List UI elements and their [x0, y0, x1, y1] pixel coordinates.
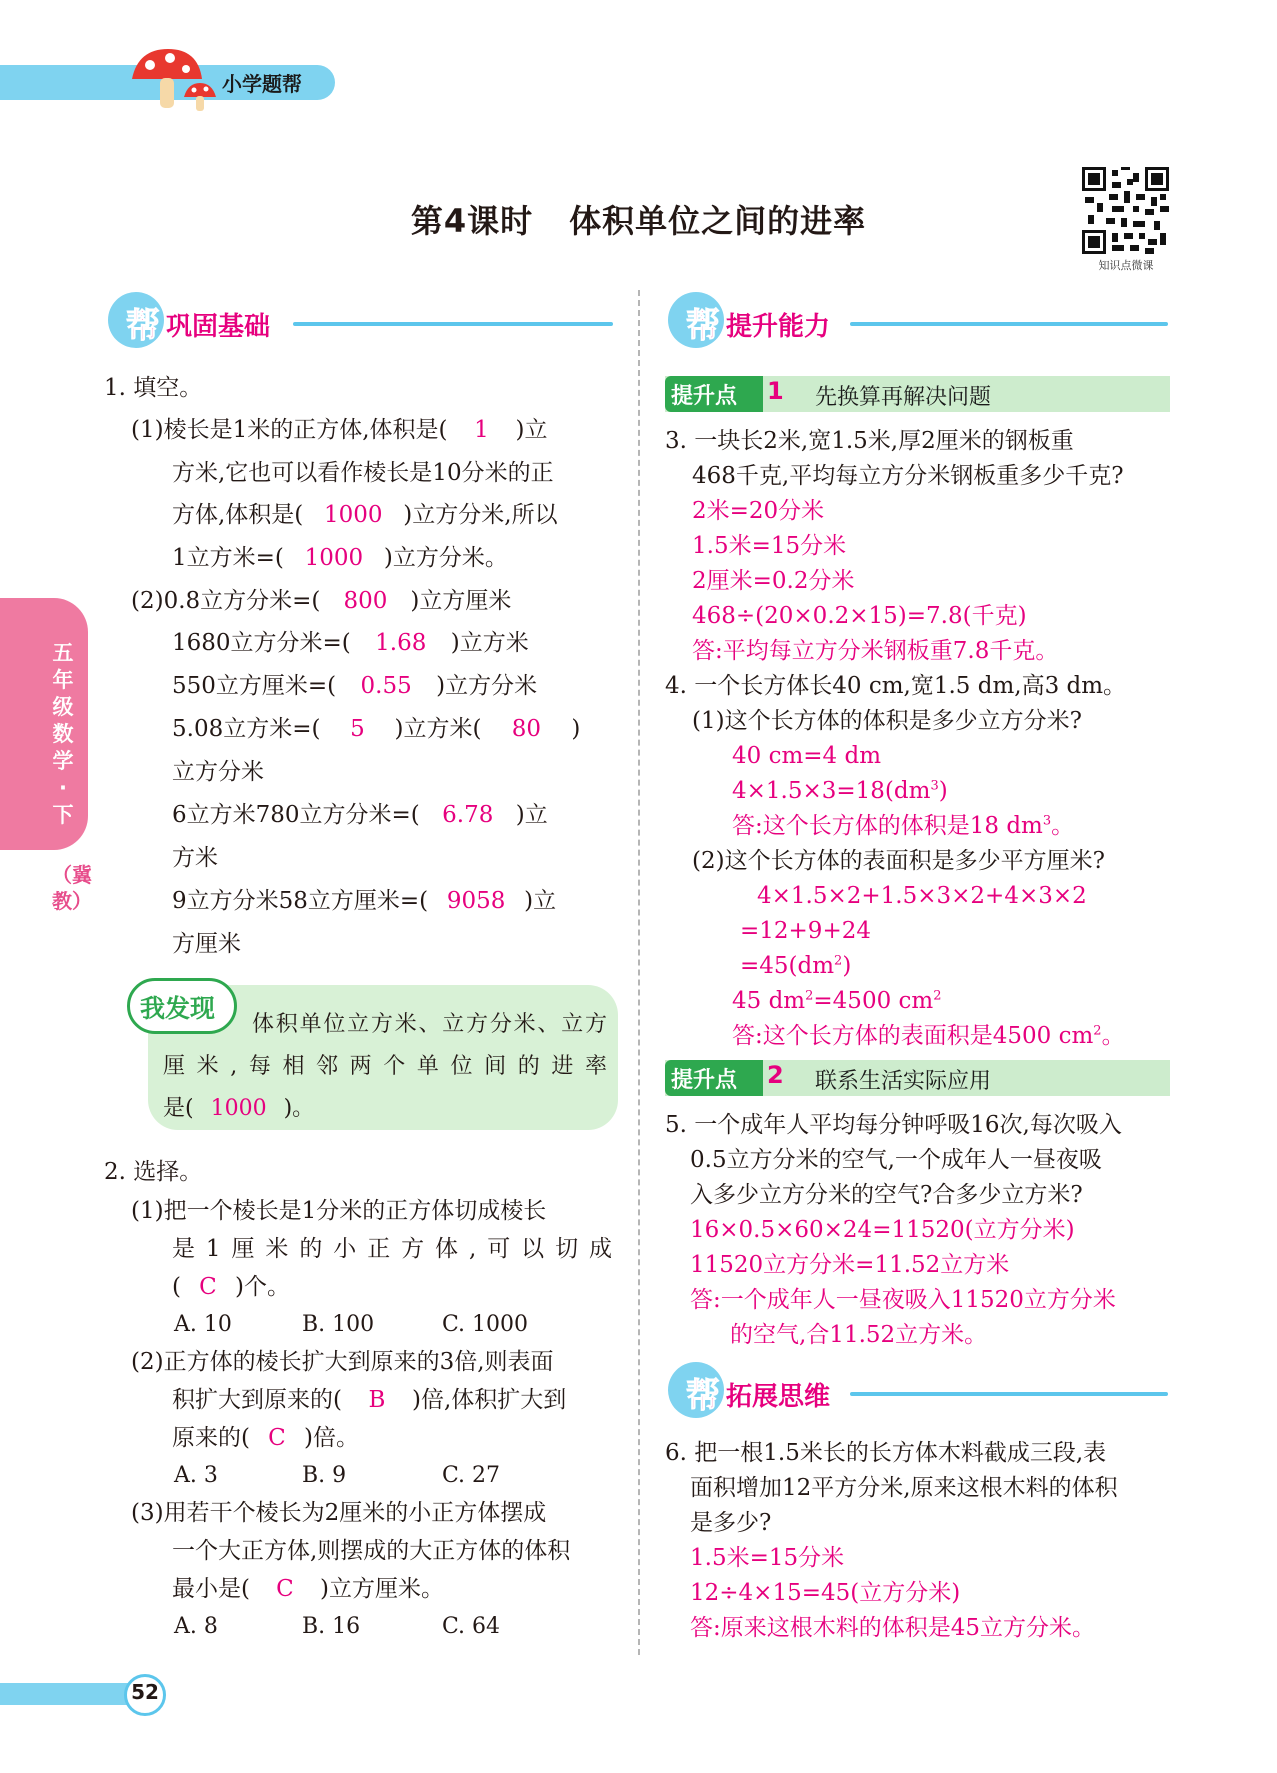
q5-line: 入多少立方分米的空气?合多少立方米?	[690, 1182, 1083, 1208]
qr-code-icon[interactable]	[1082, 167, 1169, 254]
q1-line: 方体,体积是( 1000 )立方分米,所以	[172, 502, 558, 528]
q3-answer: 1.5米=15分米	[692, 533, 847, 559]
section-label: 提升能力	[726, 312, 831, 342]
page-bar	[0, 1683, 130, 1705]
q1-head: 1. 填空。	[104, 375, 203, 401]
column-divider	[638, 290, 640, 1655]
q2-line: (3)用若干个棱长为2厘米的小正方体摆成	[131, 1500, 547, 1526]
q5-answer: 的空气,合11.52立方米。	[730, 1322, 988, 1348]
q2-line: 是1厘米的小正方体,可以切成	[172, 1236, 612, 1262]
grade-label: 五年级数学·下	[52, 641, 74, 827]
q2-line: 积扩大到原来的( B )倍,体积扩大到	[172, 1387, 567, 1413]
q4-line: (2)这个长方体的表面积是多少平方厘米?	[692, 848, 1105, 874]
q1-line: 方米	[172, 845, 218, 871]
q1-line: (2)0.8立方分米=( 800 )立方厘米	[131, 588, 512, 614]
q4-answer: 4×1.5×2+1.5×3×2+4×3×2	[757, 883, 1087, 909]
q4-line: (1)这个长方体的体积是多少立方分米?	[692, 708, 1082, 734]
q3-answer: 答:平均每立方分米钢板重7.8千克。	[692, 638, 1059, 664]
q4-answer: =12+9+24	[740, 918, 871, 944]
q5-line: 0.5立方分米的空气,一个成年人一昼夜吸	[690, 1147, 1102, 1173]
q6-answer: 1.5米=15分米	[690, 1545, 845, 1571]
q4-answer: 40 cm=4 dm	[732, 743, 882, 769]
q1-line: 5.08立方米=( 5 )立方米( 80 )	[172, 716, 581, 742]
q2-options: A. 8 B. 16 C. 64	[174, 1614, 501, 1639]
discover-line: 是( 1000 )。	[163, 1096, 315, 1121]
q6-answer: 答:原来这根木料的体积是45立方分米。	[690, 1615, 1096, 1641]
q2-line: (2)正方体的棱长扩大到原来的3倍,则表面	[131, 1349, 554, 1375]
q2-options: A. 10 B. 100 C. 1000	[174, 1312, 529, 1337]
section-bang: 帮	[686, 1376, 720, 1416]
section-label: 拓展思维	[726, 1382, 831, 1412]
q6-line: 面积增加12平方分米,原来这根木料的体积	[690, 1475, 1118, 1501]
point-number: 2	[767, 1061, 784, 1089]
q2-line: 最小是( C )立方厘米。	[172, 1576, 444, 1602]
q5-answer: 11520立方分米=11.52立方米	[690, 1252, 1010, 1278]
q5-line: 5. 一个成年人平均每分钟呼吸16次,每次吸入	[665, 1112, 1122, 1138]
q2-options: A. 3 B. 9 C. 27	[174, 1463, 501, 1488]
q6-line: 6. 把一根1.5米长的长方体木料截成三段,表	[665, 1440, 1107, 1466]
q1-line: 方米,它也可以看作棱长是10分米的正	[172, 460, 554, 486]
qr-caption: 知识点微课	[1098, 259, 1154, 272]
section-line	[850, 1392, 1168, 1396]
q6-line: 是多少?	[690, 1510, 772, 1536]
section-expand-header	[668, 1362, 1168, 1422]
section-improve-header	[668, 292, 1168, 352]
q6-answer: 12÷4×15=45(立方分米)	[690, 1580, 961, 1606]
discover-line: 体积单位立方米、立方分米、立方	[252, 1012, 607, 1037]
brand-label: 小学题帮	[222, 72, 302, 96]
q5-answer: 16×0.5×60×24=11520(立方分米)	[690, 1217, 1075, 1243]
q4-line: 4. 一个长方体长40 cm,宽1.5 dm,高3 dm。	[665, 673, 1127, 699]
q4-answer: $4\times 1.5\times 3=18(dm^3)$	[732, 778, 948, 804]
q5-answer: 答:一个成年人一昼夜吸入11520立方分米	[690, 1287, 1116, 1313]
q4-answer: $=45(dm^2)$	[740, 953, 852, 979]
point-1-bar	[665, 376, 1170, 412]
q1-line: 立方分米	[172, 759, 264, 785]
q2-line: 一个大正方体,则摆成的大正方体的体积	[172, 1538, 571, 1564]
section-line	[293, 322, 613, 326]
q2-head: 2. 选择。	[104, 1159, 203, 1185]
q1-line: 550立方厘米=( 0.55 )立方分米	[172, 673, 538, 699]
q3-answer: 468÷(20×0.2×15)=7.8(千克)	[692, 603, 1027, 629]
mushroom-icon	[128, 45, 218, 115]
point-2-bar	[665, 1060, 1170, 1096]
page-number: 52	[131, 1680, 159, 1704]
q2-line: ( C )个。	[172, 1274, 290, 1300]
section-line	[850, 322, 1168, 326]
q1-line: 6立方米780立方分米=( 6.78 )立	[172, 802, 548, 828]
q3-line: 468千克,平均每立方分米钢板重多少千克?	[692, 463, 1124, 489]
q3-answer: 2厘米=0.2分米	[692, 568, 855, 594]
point-text: 先换算再解决问题	[815, 385, 992, 410]
point-badge: 提升点	[665, 1060, 763, 1096]
q3-line: 3. 一块长2米,宽1.5米,厚2厘米的钢板重	[665, 428, 1074, 454]
section-basic-header	[108, 292, 613, 352]
point-text: 联系生活实际应用	[815, 1069, 992, 1094]
q2-line: 原来的( C )倍。	[172, 1425, 359, 1451]
q1-line: 方厘米	[172, 931, 241, 957]
q3-answer: 2米=20分米	[692, 498, 825, 524]
lesson-number: 第4课时	[410, 202, 534, 240]
q1-line: 1680立方分米=( 1.68 )立方米	[172, 630, 529, 656]
section-bang: 帮	[686, 306, 720, 346]
lesson-name: 体积单位之间的进率	[569, 202, 867, 240]
q2-line: (1)把一个棱长是1分米的正方体切成棱长	[131, 1198, 547, 1224]
section-label: 巩固基础	[166, 312, 271, 342]
publisher-label: （冀教）	[52, 863, 92, 913]
section-bang: 帮	[126, 306, 160, 346]
discover-line: 厘米,每相邻两个单位间的进率	[163, 1054, 607, 1079]
q1-line: (1)棱长是1米的正方体,体积是( 1 )立	[131, 417, 548, 443]
q4-answer: 45 $dm^2=4500$ $cm^2$	[732, 988, 942, 1014]
discover-badge: 我发现	[127, 978, 237, 1034]
q1-line: 1立方米=( 1000 )立方分米。	[172, 545, 508, 571]
q1-line: 9立方分米58立方厘米=( 9058 )立	[172, 888, 557, 914]
q4-answer: 答:这个长方体的体积是18 $dm^3$。	[732, 813, 1075, 839]
q4-answer: 答:这个长方体的表面积是4500 $cm^2$。	[732, 1023, 1125, 1049]
point-number: 1	[767, 377, 784, 405]
point-badge: 提升点	[665, 376, 763, 412]
